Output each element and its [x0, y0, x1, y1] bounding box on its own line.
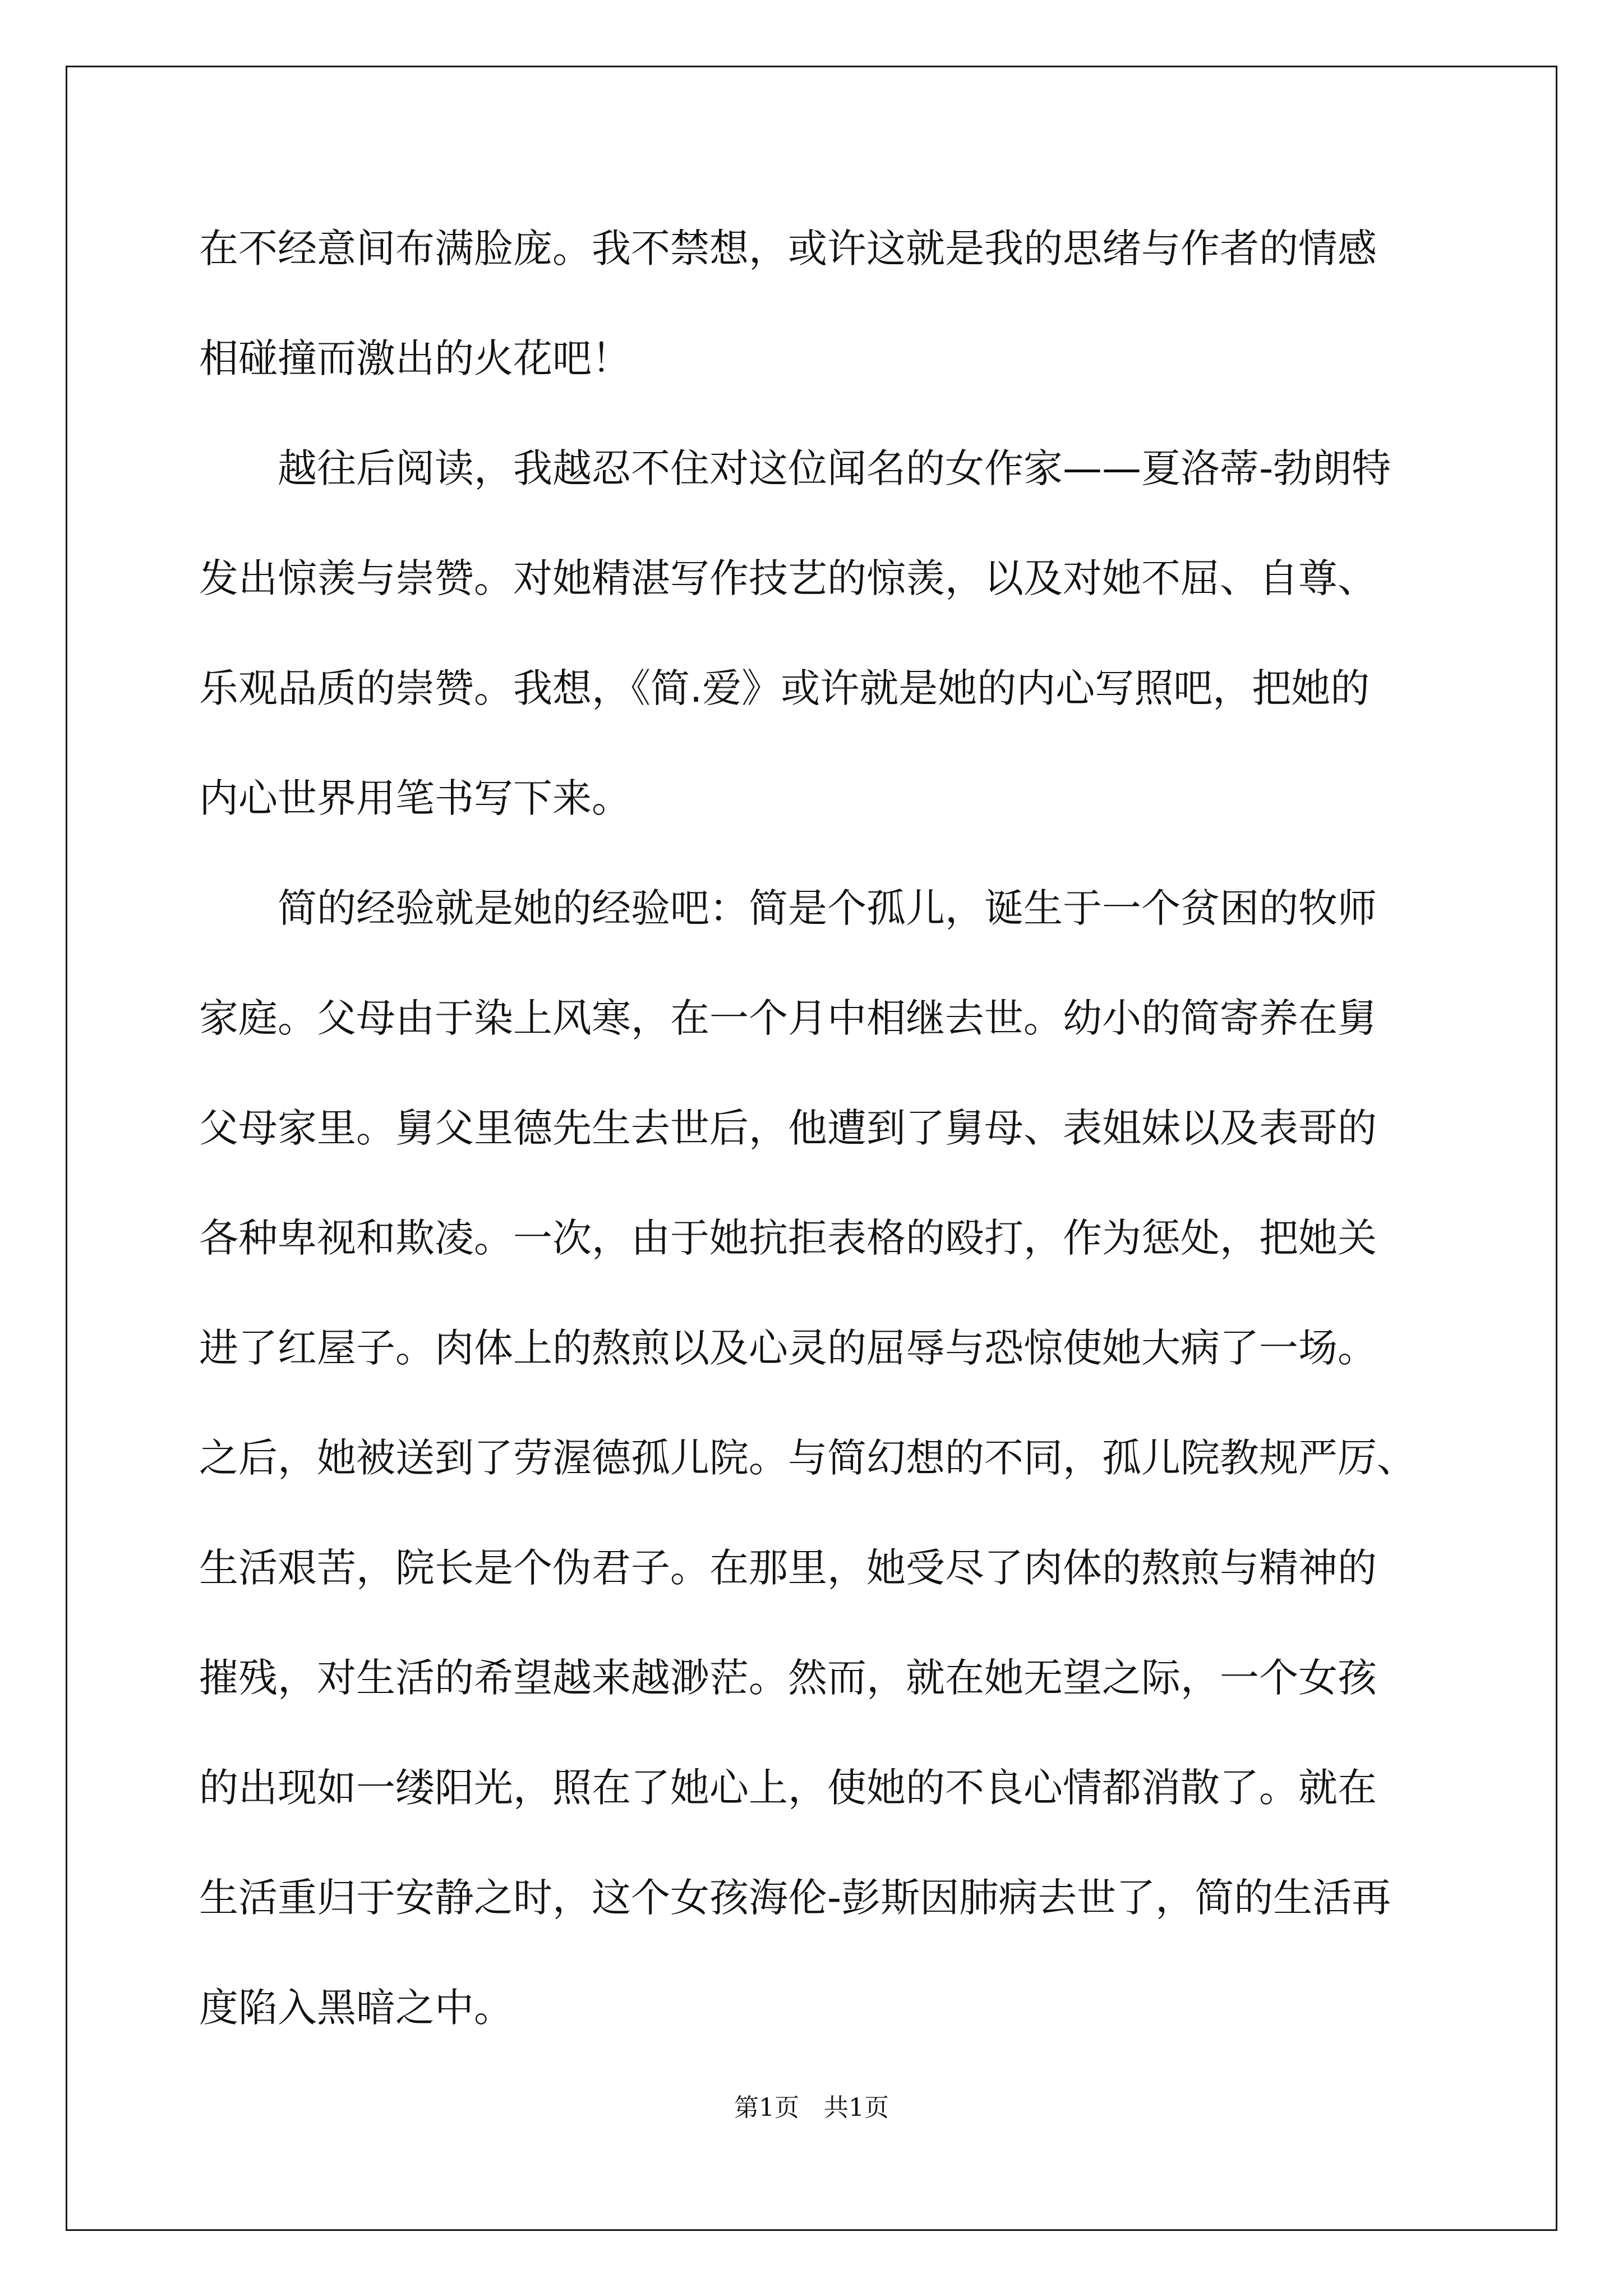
- text-line: 内心世界用笔书写下来。: [199, 775, 631, 821]
- text-line: 在不经意间布满脸庞。我不禁想，或许这就是我的思绪与作者的情感: [199, 226, 1377, 272]
- text-line: 乐观品质的崇赞。我想，《简.爱》或许就是她的内心写照吧，把她的: [199, 665, 1370, 711]
- paragraph-start-line: 越往后阅读，我越忍不住对这位闻名的女作家——夏洛蒂-勃朗特: [278, 445, 1391, 491]
- text-line: 相碰撞而激出的火花吧！: [199, 335, 631, 381]
- text-line: 摧残，对生活的希望越来越渺茫。然而，就在她无望之际，一个女孩: [199, 1655, 1377, 1701]
- text-line: 的出现如一缕阳光，照在了她心上，使她的不良心情都消散了。就在: [199, 1765, 1377, 1811]
- text-line: 进了红屋子。肉体上的熬煎以及心灵的屈辱与恐惊使她大病了一场。: [199, 1325, 1377, 1371]
- text-line: 之后，她被送到了劳渥德孤儿院。与简幻想的不同，孤儿院教规严厉、: [199, 1435, 1416, 1481]
- text-line: 发出惊羡与崇赞。对她精湛写作技艺的惊羡，以及对她不屈、自尊、: [199, 555, 1377, 601]
- paragraph-start-line: 简的经验就是她的经验吧：简是个孤儿，诞生于一个贫困的牧师: [278, 885, 1377, 931]
- text-line: 家庭。父母由于染上风寒，在一个月中相继去世。幼小的简寄养在舅: [199, 995, 1377, 1041]
- text-line: 生活艰苦，院长是个伪君子。在那里，她受尽了肉体的熬煎与精神的: [199, 1545, 1377, 1591]
- text-line: 度陷入黑暗之中。: [199, 1985, 513, 2031]
- text-line: 生活重归于安静之时，这个女孩海伦-彭斯因肺病去世了，简的生活再: [199, 1875, 1391, 1921]
- text-line: 各种卑视和欺凌。一次，由于她抗拒表格的殴打，作为惩处，把她关: [199, 1215, 1377, 1261]
- text-line: 父母家里。舅父里德先生去世后，他遭到了舅母、表姐妹以及表哥的: [199, 1105, 1377, 1151]
- page-number-footer: 第1页 共1页: [734, 2093, 889, 2122]
